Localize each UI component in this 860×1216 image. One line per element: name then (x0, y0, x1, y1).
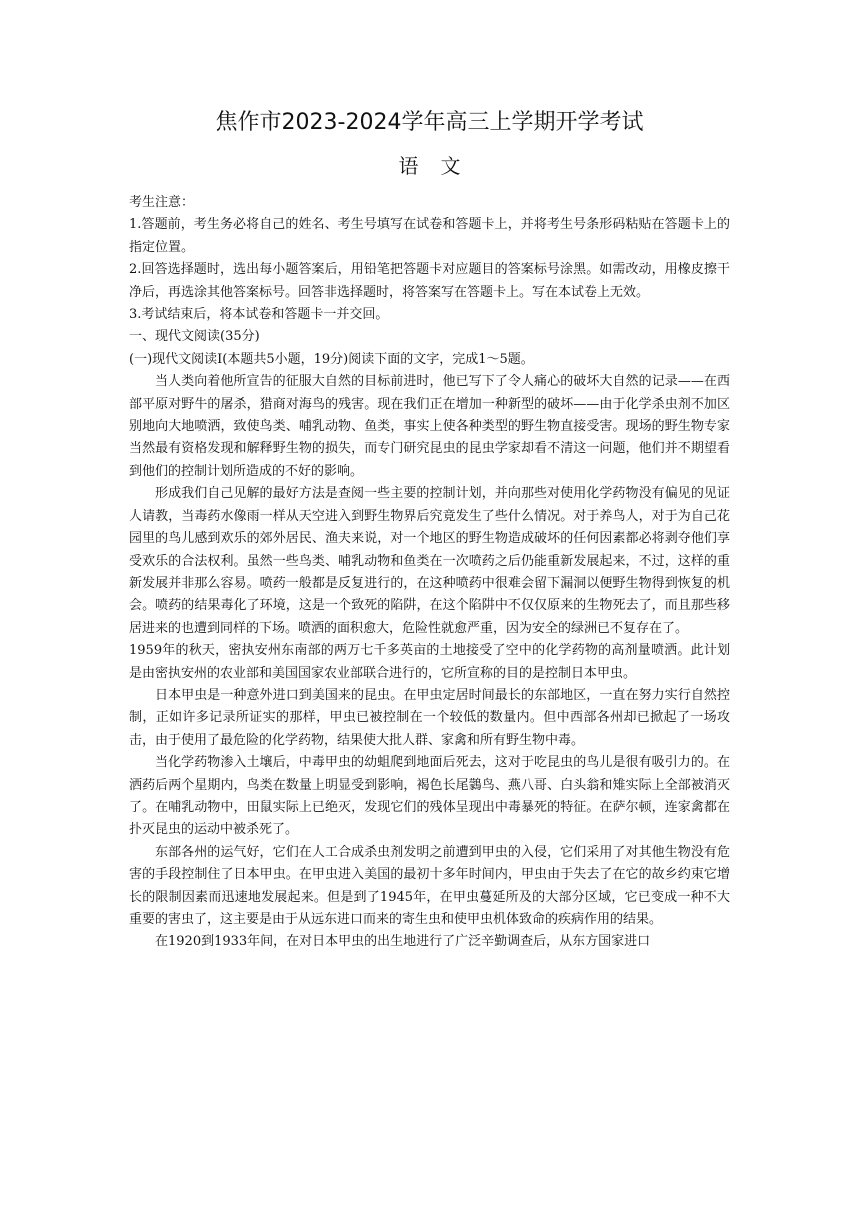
exam-page (129, 108, 730, 954)
subject-title: 语文 (398, 154, 483, 178)
exam-title: 焦作市2023-2024学年高三上学期开学考试 (215, 110, 644, 135)
notice-heading: 考生注意： (129, 195, 195, 210)
passage-paragraph-5: 当化学药物渗入土壤后，中毒甲虫的幼蛆爬到地面后死去，这对于吃昆虫的鸟儿是很有吸引力的。在洒药后两个星期内，鸟类在数量上明显受到影响，褐色长尾鸏鸟、燕八哥、白头翁和雉实际上全部被消灭了。在哺乳动物中，田鼠实际上已绝灭，发现它们的残体呈现出中毒暴死的特征。在萨尔顿，连家禽都在扑灭昆虫的运动中被杀死了。 (129, 755, 730, 838)
passage-paragraph-4: 日本甲虫是一种意外进口到美国来的昆虫。在甲虫定居时间最长的东部地区，一直在努力实行自然控制，正如许多记录所证实的那样，甲虫已被控制在一个较低的数量内。但中西部各州却已掀起了一场攻击，由于使用了最危险的化学药物，结果使大批人群、家禽和所有野生物中毒。 (129, 687, 730, 748)
notice-item-3: 3.考试结束后，将本试卷和答题卡一并交回。 (129, 307, 389, 323)
passage-paragraph-6: 东部各州的运气好，它们在人工合成杀虫剂发明之前遭到甲虫的入侵，它们采用了对其他生物没有危害的手段控制住了日本甲虫。在甲虫进入美国的最初十多年时间内，甲虫由于失去了在它的故乡约束它增长的限制因素而迅速地发展起来。但是到了1945年，在甲虫蔓延所及的大部分区域，它已变成一种不大重要的害虫了，这主要是由于从远东进口而来的寄生虫和使甲虫机体致命的疾病作用的结果。 (129, 844, 730, 927)
passage-paragraph-2: 形成我们自己见解的最好方法是查阅一些主要的控制计划，并向那些对使用化学药物没有偏见的见证人请教，当毒药水像雨一样从天空进入到野生物界后究竟发生了些什么情况。对于养鸟人，对于为自己花园里的鸟儿感到欢乐的郊外居民、渔夫来说，对一个地区的野生物造成破坏的任何因素都必将剥夺他们享受欢乐的合法权利。虽然一些鸟类、哺乳动物和鱼类在一次喷药之后仍能重新发展起来，不过，这样的重新发展并非那么容易。喷药一般都是反复进行的，在这种喷药中很难会留下漏洞以便野生物得到恢复的机会。喷药的结果毒化了环境，这是一个致死的陷阱，在这个陷阱中不仅仅原来的生物死去了，而且那些移居进来的也遭到同样的下场。喷洒的面积愈大，危险性就愈严重，因为安全的绿洲已不复存在了。 (129, 486, 730, 636)
passage-paragraph-3: 1959年的秋天，密执安州东南部的两万七千多英亩的土地接受了空中的化学药物的高剂量喷洒。此计划是由密执安州的农业部和美国国家农业部联合进行的，它所宣称的目的是控制日本甲虫。 (129, 643, 730, 681)
notice-item-2: 2.回答选择题时，选出每小题答案后，用铅笔把答题卡对应题目的答案标号涂黑。如需改动，用橡皮擦干净后，再选涂其他答案标号。回答非选择题时，将答案写在答题卡上。写在本试卷上无效。 (129, 262, 730, 300)
section-subheading: (一)现代文阅读I(本题共5小题，19分)阅读下面的文字，完成1～5题。 (129, 351, 534, 367)
passage-paragraph-1: 当人类向着他所宣告的征服大自然的目标前进时，他已写下了令人痛心的破坏大自然的记录——在西部平原对野牛的屠杀，猎商对海鸟的残害。现在我们正在增加一种新型的破坏——由于化学杀虫剂不加区别地向大地喷洒，致使鸟类、哺乳动物、鱼类，事实上使各种类型的野生物直接受害。现场的野生物专家当然最有资格发现和解释野生物的损失，而专门研究昆虫的昆虫学家却看不清这一问题，他们并不期望看到他们的控制计划所造成的不好的影响。 (129, 374, 730, 479)
notice-item-1: 1.答题前，考生务必将自己的姓名、考生号填写在试卷和答题卡上，并将考生号条形码粘贴在答题卡上的指定位置。 (129, 217, 730, 255)
passage-paragraph-7: 在1920到1933年间，在对日本甲虫的出生地进行了广泛辛勤调查后，从东方国家进口 (155, 934, 651, 950)
section-heading: 一、现代文阅读(35分) (129, 329, 260, 345)
